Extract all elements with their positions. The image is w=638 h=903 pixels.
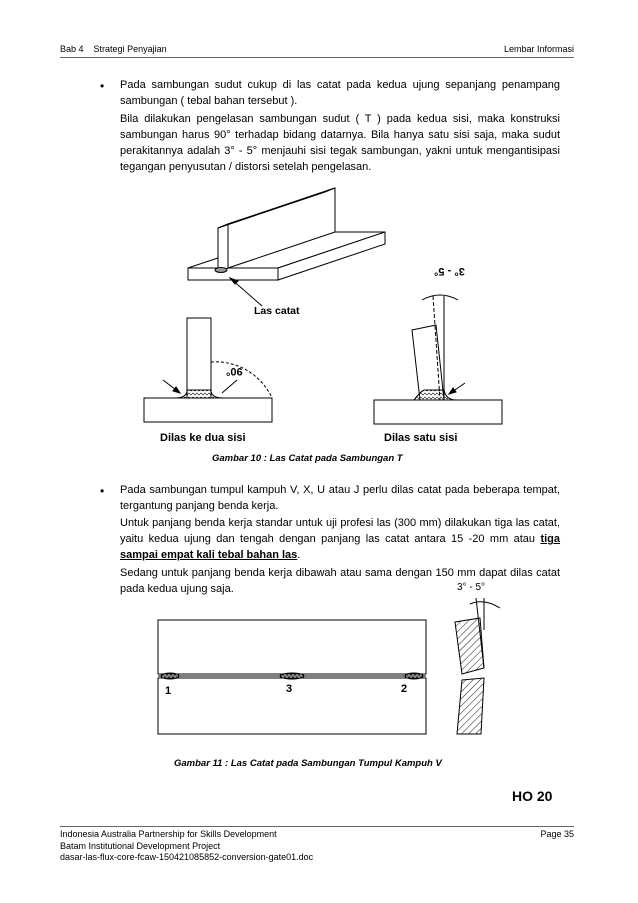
section-label: Strategi Penyajian [93, 44, 167, 54]
page-number: Page 35 [540, 829, 574, 839]
tack-label-1: 1 [165, 685, 172, 697]
t-joint-one-side [374, 295, 502, 424]
footer-rule [60, 826, 574, 827]
butt-joint-plates [158, 620, 426, 734]
footer-line3: dasar-las-flux-core-fcaw-150421085852-conversion-gate01.doc [60, 852, 314, 862]
label-las-catat: Las catat [254, 305, 300, 317]
figure11-caption: Gambar 11 : Las Catat pada Sambungan Tumpul Kampuh V [174, 758, 442, 769]
label-satu-sisi: Dilas satu sisi [384, 432, 458, 444]
figure10-caption: Gambar 10 : Las Catat pada Sambungan T [212, 453, 403, 464]
handout-number: HO 20 [512, 788, 553, 804]
angle-label-left: 90° [226, 365, 243, 377]
bullet2-text: Pada sambungan tumpul kampuh V, X, U atau J perlu dilas catat pada beberapa tempat, tergantung panjang benda kerja. [120, 484, 560, 512]
header-type: Lembar Informasi [503, 44, 574, 54]
bullet-marker-1: • [100, 79, 105, 93]
para2-emphasis: tiga sampai empat kali tebal bahan las [120, 533, 560, 561]
figure11-angle: 3° - 5° [457, 582, 486, 593]
tack-label-3: 3 [286, 683, 293, 695]
footer-line2: Batam Institutional Development Project [60, 840, 221, 851]
para2-end: . [297, 549, 301, 561]
butt-joint-section [455, 598, 500, 734]
tack-label-2: 2 [401, 683, 408, 695]
t-joint-3d [188, 188, 385, 306]
t-joint-both-sides [144, 318, 272, 422]
bullet1-para2: Bila dilakukan pengelasan sambungan sudut ( T ) pada kedua sisi, maka konstruksi sambungan harus 90° terhadap bidang datarnya. Bila hanya satu sisi saja, maka sudut perakitannya adalah 3° - 5° menjauhi sisi tegak sambungan, yakni untuk mengantisipasi tegangan penyusutan / distorsi setelah pengelasan. [120, 113, 560, 173]
bullet2-para3: Sedang untuk panjang benda kerja dibawah atau sama dengan 150 mm dapat dilas catat pada kedua ujung saja. [120, 567, 560, 595]
bullet2-para2 [120, 515, 560, 563]
bullet-marker-2: • [100, 484, 105, 498]
page-footer [60, 829, 574, 864]
para2-text: Untuk panjang benda kerja standar untuk uji profesi las (300 mm) dilakukan tiga las catat, yaitu kedua ujung dan tengah dengan panjang las catat antara 15 -20 mm atau [120, 517, 560, 545]
footer-line1: Indonesia Australia Partnership for Skills Development [60, 829, 277, 839]
chapter-label: Bab 4 [60, 44, 84, 54]
bullet1-text: Pada sambungan sudut cukup di las catat pada kedua ujung sepanjang penampang sambungan ( tebal bahan tersebut ). [120, 79, 560, 107]
angle-label-right: 3° - 5° [434, 265, 465, 277]
label-dua-sisi: Dilas ke dua sisi [160, 432, 246, 444]
